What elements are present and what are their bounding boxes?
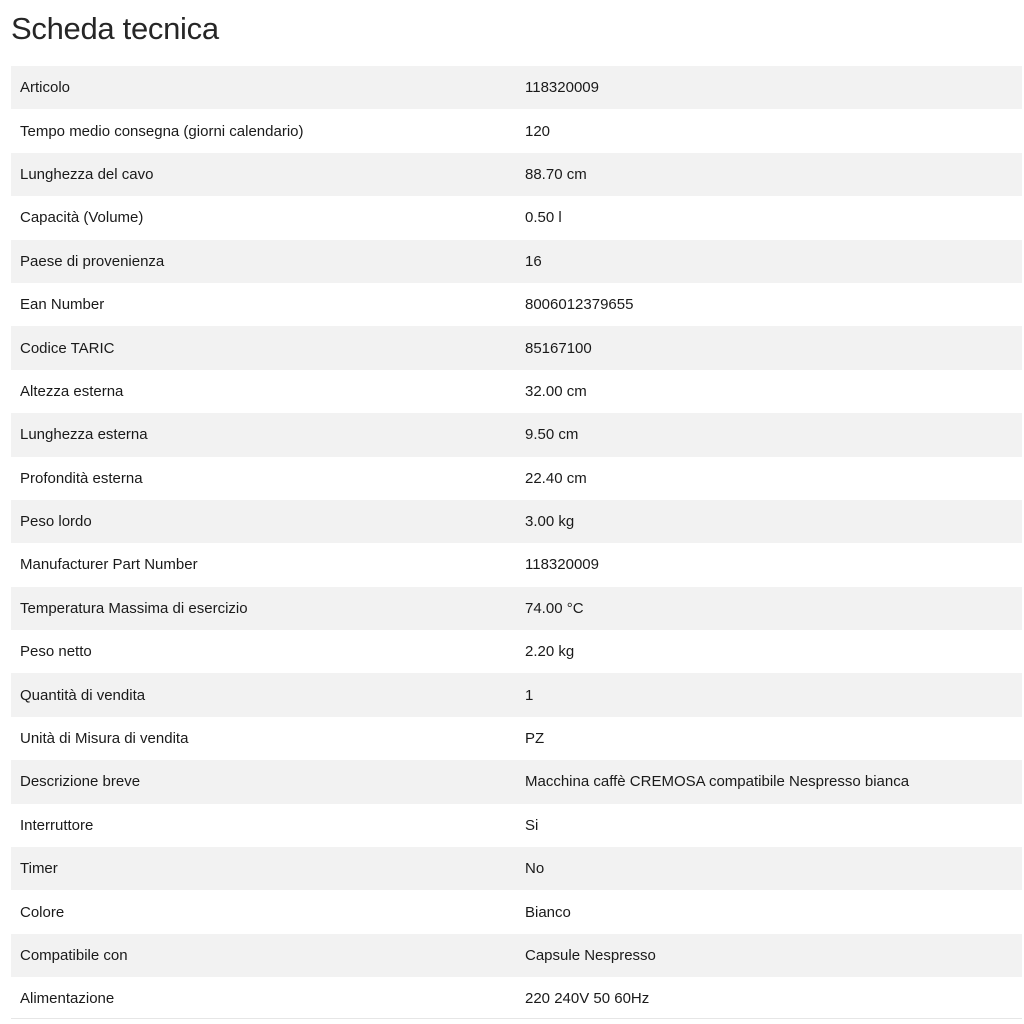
- spec-value: 0.50 l: [525, 209, 562, 227]
- table-row: [11, 109, 1022, 152]
- table-row: [11, 500, 1022, 543]
- spec-label: Compatibile con: [20, 947, 128, 964]
- spec-value: No: [525, 860, 545, 878]
- spec-label: Temperatura Massima di esercizio: [20, 599, 248, 617]
- spec-label: Articolo: [20, 79, 71, 97]
- spec-value: 8006012379655: [525, 296, 634, 314]
- spec-label: Capacità (Volume): [20, 209, 144, 227]
- spec-label: Peso lordo: [20, 513, 92, 531]
- spec-label: Lunghezza del cavo: [20, 165, 154, 183]
- table-row: [11, 804, 1022, 847]
- table-row: [11, 587, 1022, 630]
- spec-label: Paese di provenienza: [20, 252, 165, 270]
- spec-value: Macchina caffè CREMOSA compatibile Nespresso bianca: [525, 773, 910, 791]
- table-row: [11, 283, 1022, 326]
- spec-value: 16: [525, 252, 542, 270]
- spec-value: 9.50 cm: [525, 426, 579, 444]
- spec-value: 120: [525, 122, 551, 140]
- spec-value: Bianco: [525, 903, 571, 921]
- page-title: Scheda tecnica: [11, 11, 219, 46]
- table-row: [11, 66, 1022, 109]
- spec-label: Descrizione breve: [20, 773, 141, 791]
- table-row: [11, 630, 1022, 673]
- spec-label: Altezza esterna: [20, 382, 124, 400]
- spec-value: 85167100: [525, 339, 592, 357]
- spec-value: 32.00 cm: [525, 382, 587, 400]
- spec-value: 1: [525, 686, 534, 704]
- spec-table: [11, 66, 1022, 1021]
- table-row: [11, 977, 1022, 1020]
- table-row: [11, 457, 1022, 500]
- spec-label: Peso netto: [20, 643, 92, 661]
- spec-label: Alimentazione: [20, 990, 115, 1008]
- spec-value: 22.40 cm: [525, 469, 587, 487]
- table-row: [11, 413, 1022, 456]
- spec-value: 118320009: [525, 556, 599, 574]
- spec-value: 74.00 °C: [525, 599, 584, 617]
- spec-value: PZ: [525, 730, 545, 748]
- spec-value: 118320009: [525, 79, 599, 97]
- table-row: [11, 890, 1022, 933]
- table-bottom-divider: [11, 1018, 1022, 1019]
- spec-value: 88.70 cm: [525, 165, 587, 183]
- table-row: [11, 847, 1022, 890]
- spec-label: Tempo medio consegna (giorni calendario): [20, 122, 304, 140]
- spec-label: Lunghezza esterna: [20, 426, 148, 444]
- table-row: [11, 326, 1022, 369]
- table-row: [11, 934, 1022, 977]
- spec-label: Colore: [20, 903, 65, 921]
- spec-label: Interruttore: [20, 816, 94, 834]
- spec-table-body: [11, 66, 1022, 1021]
- spec-value: Si: [525, 816, 539, 834]
- table-row: [11, 153, 1022, 196]
- table-row: [11, 673, 1022, 716]
- table-row: [11, 370, 1022, 413]
- spec-label: Codice TARIC: [20, 339, 115, 357]
- spec-value: Capsule Nespresso: [525, 947, 656, 964]
- table-row: [11, 717, 1022, 760]
- spec-label: Profondità esterna: [20, 469, 143, 487]
- spec-label: Ean Number: [20, 296, 105, 314]
- table-row: [11, 543, 1022, 586]
- table-row: [11, 196, 1022, 239]
- spec-label: Quantità di vendita: [20, 686, 146, 704]
- spec-label: Unità di Misura di vendita: [20, 730, 189, 748]
- table-row: [11, 240, 1022, 283]
- spec-value: 2.20 kg: [525, 643, 575, 661]
- spec-label: Manufacturer Part Number: [20, 556, 198, 574]
- table-row: [11, 760, 1022, 803]
- spec-value: 220 240V 50 60Hz: [525, 990, 650, 1008]
- spec-label: Timer: [20, 860, 58, 878]
- spec-value: 3.00 kg: [525, 513, 575, 531]
